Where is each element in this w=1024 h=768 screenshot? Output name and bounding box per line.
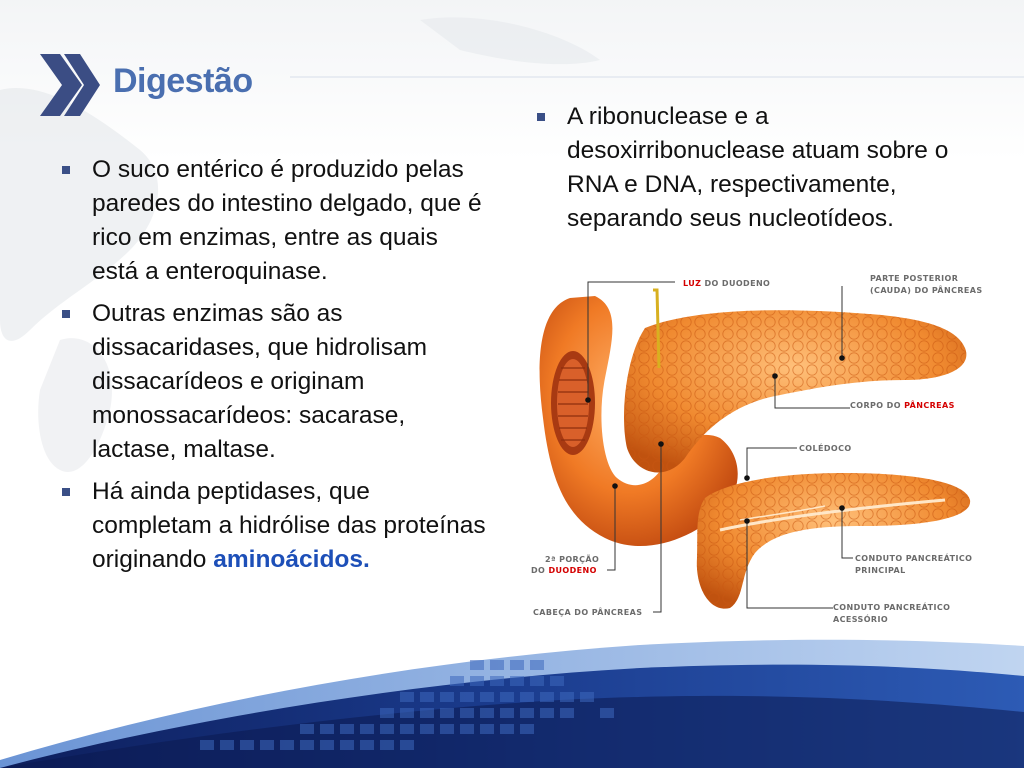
square-bullet-icon (62, 310, 70, 318)
bullet-item (533, 100, 953, 236)
pancreas-head-shape (697, 473, 973, 609)
pancreas-diagram (525, 268, 995, 628)
bullet-item (58, 297, 488, 467)
label-corpo-pancreas: CORPO DO PÂNCREAS (850, 401, 955, 410)
label-conduto-principal-line2: PRINCIPAL (855, 566, 906, 575)
square-bullet-icon (62, 488, 70, 496)
square-bullet-icon (62, 166, 70, 174)
bullet-item (58, 475, 488, 577)
title-divider (290, 76, 1024, 78)
bullet-text: A ribonuclease e a desoxirribonuclease atuam sobre o RNA e DNA, respectivamente, separando seus nucleotídeos. (567, 103, 949, 232)
bullet-highlight: aminoácidos. (213, 546, 370, 573)
bullet-text: Outras enzimas são as dissacaridases, que hidrolisam dissacarídeos e originam monossacarídeos: sacarase, lactase, maltase. (92, 300, 427, 463)
label-conduto-principal-line1: CONDUTO PANCREÁTICO (855, 554, 973, 563)
label-parte-posterior-line2: (CAUDA) DO PÂNCREAS (870, 286, 983, 295)
square-bullet-icon (537, 113, 545, 121)
bullet-item (58, 153, 488, 289)
bullet-text: O suco entérico é produzido pelas paredes do intestino delgado, que é rico em enzimas, entre as quais está a enteroquinase. (92, 156, 482, 285)
label-porcao-line1: 2ª PORÇÃO (545, 555, 600, 564)
label-porcao-line2: DO DUODENO (531, 566, 597, 575)
left-bullet-list (58, 153, 488, 585)
label-parte-posterior-line1: PARTE POSTERIOR (870, 274, 959, 283)
bullet-text: Há ainda peptidases, que completam a hidrólise das proteínas originando (92, 478, 486, 573)
label-coledoco: COLÉDOCO (799, 444, 852, 453)
slide-title: Digestão (113, 62, 253, 100)
right-bullet-list (533, 100, 953, 244)
label-conduto-acessorio-line1: CONDUTO PANCREÁTICO (833, 603, 951, 612)
double-chevron-right-icon (38, 50, 102, 120)
label-cabeca-pancreas: CABEÇA DO PÂNCREAS (533, 608, 643, 617)
label-conduto-acessorio-line2: ACESSÓRIO (833, 615, 889, 624)
label-luz-duodeno: LUZ DO DUODENO (683, 279, 771, 288)
